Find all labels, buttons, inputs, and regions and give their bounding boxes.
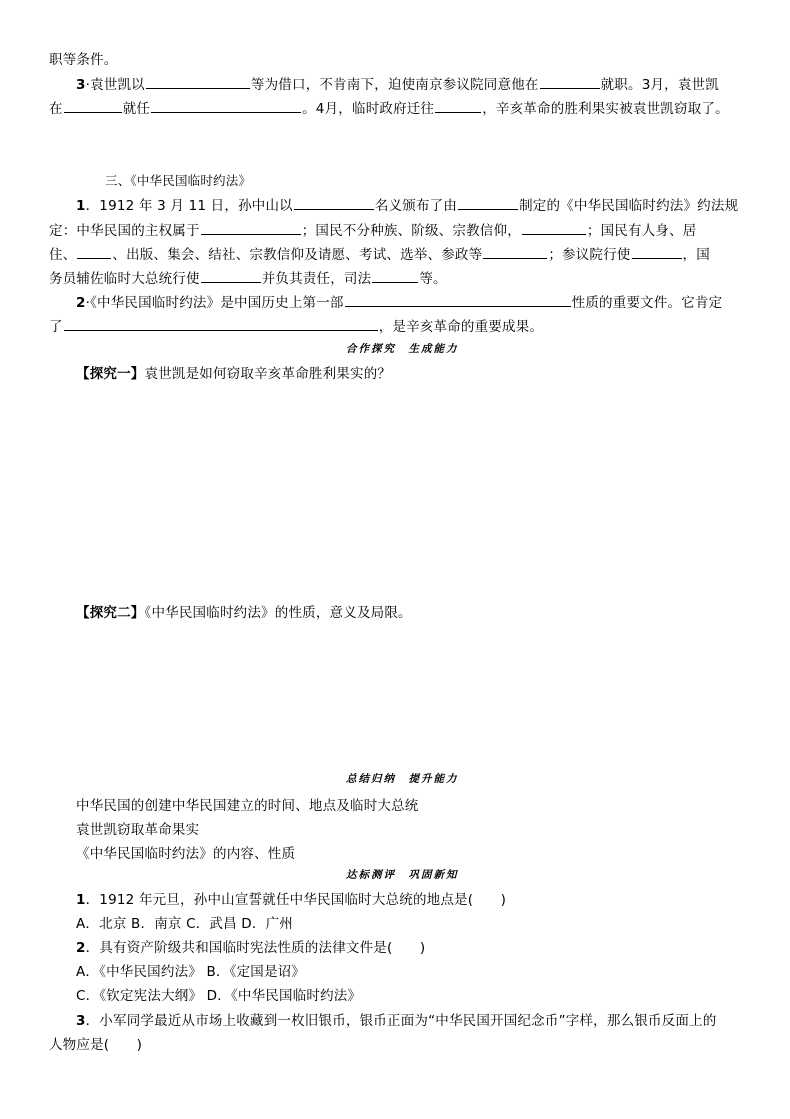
cooperate-heading: 合作探究 生成能力 [346,343,459,355]
summary-line: 袁世凯窃取革命果实 [76,822,200,838]
summary-line: 中华民国的创建中华民国建立的时间、地点及临时大总统 [76,798,419,814]
section-heading: 三、《中华民国临时约法》 [105,173,252,188]
question-2-options: C．《钦定宪法大纲》 D．《中华民国临时约法》 [76,988,362,1004]
question-1: 1．1912 年元旦，孙中山宣誓就任中华民国临时大总统的地点是( ) [76,892,507,908]
question-2: 2．具有资产阶级共和国临时宪法性质的法律文件是( ) [76,940,426,956]
question-3-cont: 人物应是( ) [49,1037,143,1053]
explore-two: 【探究二】《中华民国临时约法》的性质，意义及局限。 [76,605,412,621]
question-3: 3．小军同学最近从市场上收藏到一枚旧银币，银币正面为“中华民国开国纪念币”字样，那么银币反面上的 [76,1013,717,1029]
text-line: 了 ，是辛亥革命的重要成果。 [49,319,544,335]
answer-blank[interactable] [146,75,250,89]
answer-blank[interactable] [632,245,682,259]
question-1-options: A．北京 B．南京 C．武昌 D．广州 [76,916,293,932]
answer-blank[interactable] [64,99,122,113]
answer-blank[interactable] [540,75,600,89]
text-line: 1．1912 年 3 月 11 日，孙中山以 名义颁布了由 制定的《中华民国临时约法》约法规 [76,198,739,214]
text-line: 务员辅佐临时大总统行使 并负其责任，司法 等。 [49,271,447,287]
text-line: 2·《中华民国临时约法》是中国历史上第一部 性质的重要文件。它肯定 [76,295,723,311]
answer-blank[interactable] [345,293,571,307]
answer-blank[interactable] [483,245,547,259]
answer-blank[interactable] [294,196,374,210]
question-2-options: A．《中华民国约法》 B．《定国是诏》 [76,964,306,980]
text-line: 定：中华民国的主权属于 ；国民不分种族、阶级、宗教信仰， ；国民有人身、居 [49,223,697,239]
answer-blank[interactable] [435,99,481,113]
answer-blank[interactable] [372,269,418,283]
text-line: 住、 、出版、集会、结社、宗教信仰及请愿、考试、选举、参政等 ；参议院行使 ，国 [49,247,710,263]
text-line: 在 就任 。4月，临时政府迁往 ，辛亥革命的胜利果实被袁世凯窃取了。 [49,101,729,117]
test-heading: 达标测评 巩固新知 [346,869,459,881]
summary-line: 《中华民国临时约法》的内容、性质 [76,846,296,862]
answer-blank[interactable] [522,221,586,235]
answer-blank[interactable] [77,245,111,259]
text-line: 3·袁世凯以 等为借口，不肯南下，迫使南京参议院同意他在 就职。3月，袁世凯 [76,77,719,93]
explore-one: 【探究一】袁世凯是如何窃取辛亥革命胜利果实的？ [76,366,392,382]
answer-blank[interactable] [151,99,301,113]
summary-heading: 总结归纳 提升能力 [346,773,459,785]
answer-blank[interactable] [64,317,378,331]
text-line: 职等条件。 [49,52,118,68]
answer-blank[interactable] [201,221,301,235]
answer-blank[interactable] [458,196,518,210]
answer-blank[interactable] [201,269,261,283]
